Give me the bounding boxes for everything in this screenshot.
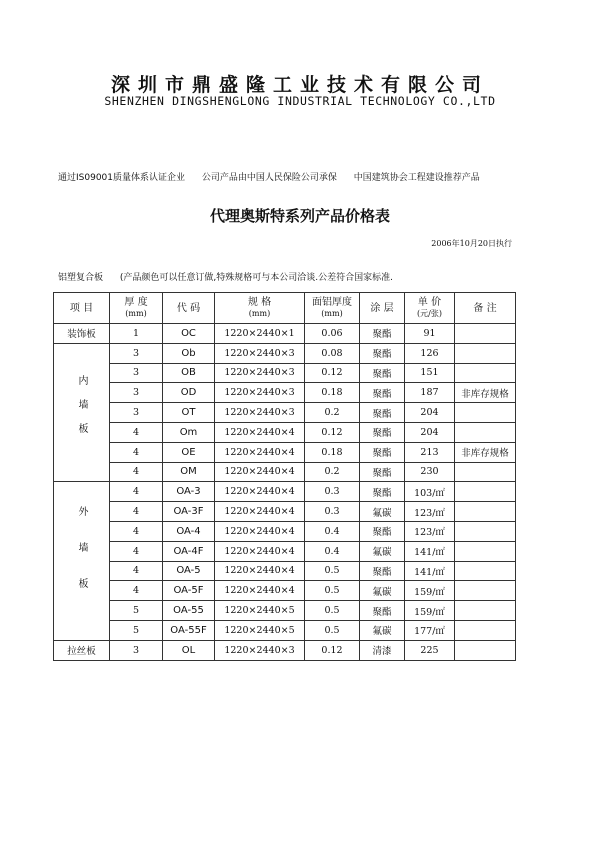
cell-price: 141/㎡: [405, 561, 455, 581]
cell-coating: 氟碳: [360, 502, 405, 522]
header-thickness-label: 厚 度: [124, 297, 148, 308]
cell-al: 0.5: [305, 601, 360, 621]
cell-thickness: 4: [110, 541, 163, 561]
cell-remark: [455, 581, 516, 601]
cell-coating: 聚酯: [360, 324, 405, 344]
cell-coating: 氟碳: [360, 620, 405, 640]
cell-spec: 1220×2440×4: [215, 541, 305, 561]
cell-spec: 1220×2440×4: [215, 581, 305, 601]
cell-al: 0.12: [305, 363, 360, 383]
cell-code: OA-5: [163, 561, 215, 581]
cell-remark: [455, 601, 516, 621]
group-exterior-cell: [54, 482, 110, 640]
table-row: [54, 403, 516, 423]
cell-al: 0.18: [305, 442, 360, 462]
cell-remark: [455, 363, 516, 383]
table-row: [54, 620, 516, 640]
table-row: [54, 561, 516, 581]
cell-al: 0.3: [305, 482, 360, 502]
cell-coating: 聚酯: [360, 601, 405, 621]
table-row: [54, 482, 516, 502]
cell-spec: 1220×2440×3: [215, 403, 305, 423]
table-row: [54, 601, 516, 621]
cell-spec: 1220×2440×4: [215, 521, 305, 541]
cell-remark: 非库存规格: [455, 383, 516, 403]
group-brushed: 拉丝板: [54, 640, 110, 660]
recommend-cert: 中国建筑协会工程建设推荐产品: [353, 173, 480, 183]
cell-al: 0.18: [305, 383, 360, 403]
header-coating: 涂 层: [360, 293, 405, 324]
cell-remark: [455, 521, 516, 541]
iso-cert: 通过IS09001质量体系认证企业: [58, 173, 185, 183]
header-thickness-unit: (mm): [125, 309, 147, 318]
certification-line: [58, 170, 494, 183]
header-price: [405, 293, 455, 324]
cell-thickness: 4: [110, 482, 163, 502]
cell-spec: 1220×2440×5: [215, 601, 305, 621]
table-row: [54, 541, 516, 561]
cell-remark: [455, 343, 516, 363]
cell-al: 0.5: [305, 561, 360, 581]
cell-spec: 1220×2440×3: [215, 383, 305, 403]
cell-coating: 聚酯: [360, 422, 405, 442]
table-row: [54, 383, 516, 403]
cell-price: 141/㎡: [405, 541, 455, 561]
group-interior-cell: [54, 343, 110, 482]
cell-coating: 聚酯: [360, 442, 405, 462]
cell-thickness: 4: [110, 502, 163, 522]
section-label: [58, 270, 393, 283]
table-row: [54, 422, 516, 442]
cell-spec: 1220×2440×4: [215, 442, 305, 462]
cell-price: 123/㎡: [405, 502, 455, 522]
cell-coating: 氟碳: [360, 581, 405, 601]
insurance-cert: 公司产品由中国人民保险公司承保: [201, 173, 337, 183]
cell-al: 0.06: [305, 324, 360, 344]
cell-spec: 1220×2440×1: [215, 324, 305, 344]
cell-price: 225: [405, 640, 455, 660]
cell-code: Om: [163, 422, 215, 442]
cell-coating: 聚酯: [360, 482, 405, 502]
cell-code: OA-5F: [163, 581, 215, 601]
cell-spec: 1220×2440×4: [215, 502, 305, 522]
group-decor: 装饰板: [54, 324, 110, 344]
cell-code: OE: [163, 442, 215, 462]
cell-coating: 聚酯: [360, 561, 405, 581]
cell-spec: 1220×2440×5: [215, 620, 305, 640]
cell-coating: 聚酯: [360, 383, 405, 403]
cell-price: 126: [405, 343, 455, 363]
page-title: 代理奥斯特系列产品价格表: [209, 207, 390, 225]
cell-coating: 聚酯: [360, 403, 405, 423]
table-row: [54, 462, 516, 482]
table-row: [54, 343, 516, 363]
cell-price: 159/㎡: [405, 581, 455, 601]
section-name: 铝塑复合板: [58, 273, 104, 283]
cell-thickness: 4: [110, 581, 163, 601]
cell-remark: [455, 482, 516, 502]
cell-thickness: 3: [110, 640, 163, 660]
cell-price: 151: [405, 363, 455, 383]
cell-code: OA-3: [163, 482, 215, 502]
cell-price: 213: [405, 442, 455, 462]
cell-thickness: 4: [110, 561, 163, 581]
cell-code: OM: [163, 462, 215, 482]
header-price-label: 单 价: [417, 297, 442, 308]
table-row: [54, 581, 516, 601]
cell-thickness: 5: [110, 620, 163, 640]
cell-coating: 聚酯: [360, 343, 405, 363]
cell-thickness: 3: [110, 363, 163, 383]
cell-remark: [455, 640, 516, 660]
cell-code: OL: [163, 640, 215, 660]
cell-al: 0.4: [305, 541, 360, 561]
company-name-en: SHENZHEN DINGSHENGLONG INDUSTRIAL TECHNOLOGY CO.,LTD: [104, 94, 496, 108]
table-row: [54, 442, 516, 462]
cell-spec: 1220×2440×3: [215, 363, 305, 383]
cell-code: OA-55: [163, 601, 215, 621]
cell-code: Ob: [163, 343, 215, 363]
cell-code: OA-4: [163, 521, 215, 541]
cell-price: 177/㎡: [405, 620, 455, 640]
cell-remark: [455, 422, 516, 442]
cell-code: OD: [163, 383, 215, 403]
cell-thickness: 1: [110, 324, 163, 344]
header-price-unit: (元/张): [417, 309, 442, 318]
cell-price: 230: [405, 462, 455, 482]
cell-thickness: 3: [110, 343, 163, 363]
cell-remark: [455, 541, 516, 561]
cell-remark: [455, 462, 516, 482]
header-al-label: 面铝厚度: [312, 297, 352, 308]
header-code: 代 码: [163, 293, 215, 324]
price-table: [53, 292, 516, 661]
cell-price: 204: [405, 403, 455, 423]
cell-al: 0.12: [305, 422, 360, 442]
header-thickness: [110, 293, 163, 324]
cell-coating: 氟碳: [360, 541, 405, 561]
cell-thickness: 4: [110, 422, 163, 442]
cell-code: OC: [163, 324, 215, 344]
cell-code: OA-3F: [163, 502, 215, 522]
cell-code: OB: [163, 363, 215, 383]
cell-price: 204: [405, 422, 455, 442]
cell-code: OT: [163, 403, 215, 423]
table-row: [54, 363, 516, 383]
cell-thickness: 4: [110, 442, 163, 462]
cell-remark: [455, 403, 516, 423]
cell-coating: 清漆: [360, 640, 405, 660]
table-row: [54, 502, 516, 522]
cell-price: 103/㎡: [405, 482, 455, 502]
cell-spec: 1220×2440×3: [215, 640, 305, 660]
cell-al: 0.3: [305, 502, 360, 522]
cell-spec: 1220×2440×4: [215, 561, 305, 581]
cell-remark: [455, 502, 516, 522]
header-remark: 备 注: [455, 293, 516, 324]
cell-al: 0.4: [305, 521, 360, 541]
cell-code: OA-4F: [163, 541, 215, 561]
cell-al: 0.5: [305, 620, 360, 640]
header-spec: [215, 293, 305, 324]
cell-coating: 聚酯: [360, 363, 405, 383]
cell-thickness: 5: [110, 601, 163, 621]
effective-date: 2006年10月20日执行: [431, 239, 512, 248]
cell-spec: 1220×2440×4: [215, 482, 305, 502]
cell-price: 187: [405, 383, 455, 403]
cell-remark: 非库存规格: [455, 442, 516, 462]
cell-spec: 1220×2440×4: [215, 422, 305, 442]
group-interior: 内墙板: [76, 375, 87, 448]
cell-spec: 1220×2440×4: [215, 462, 305, 482]
cell-al: 0.5: [305, 581, 360, 601]
cell-thickness: 4: [110, 521, 163, 541]
cell-al: 0.08: [305, 343, 360, 363]
cell-price: 159/㎡: [405, 601, 455, 621]
group-exterior: 外墙板: [76, 505, 87, 614]
table-row: [54, 521, 516, 541]
cell-remark: [455, 324, 516, 344]
cell-coating: 聚酯: [360, 462, 405, 482]
cell-code: OA-55F: [163, 620, 215, 640]
cell-price: 123/㎡: [405, 521, 455, 541]
cell-thickness: 3: [110, 383, 163, 403]
header-spec-label: 规 格: [247, 297, 272, 308]
header-al-unit: (mm): [321, 309, 343, 318]
cell-remark: [455, 561, 516, 581]
cell-thickness: 4: [110, 462, 163, 482]
cell-price: 91: [405, 324, 455, 344]
cell-thickness: 3: [110, 403, 163, 423]
company-name-cn: 深圳市鼎盛隆工业技术有限公司: [110, 74, 489, 96]
cell-spec: 1220×2440×3: [215, 343, 305, 363]
cell-al: 0.2: [305, 403, 360, 423]
table-row: [54, 640, 516, 660]
cell-al: 0.12: [305, 640, 360, 660]
cell-al: 0.2: [305, 462, 360, 482]
header-spec-unit: (mm): [248, 309, 271, 318]
section-note: (产品颜色可以任意订做,特殊规格可与本公司洽谈.公差符合国家标准.: [119, 273, 393, 283]
header-al-thickness: [305, 293, 360, 324]
cell-remark: [455, 620, 516, 640]
header-item: 项 目: [54, 293, 110, 324]
table-header-row: [54, 293, 516, 324]
cell-coating: 聚酯: [360, 521, 405, 541]
table-row: [54, 324, 516, 344]
